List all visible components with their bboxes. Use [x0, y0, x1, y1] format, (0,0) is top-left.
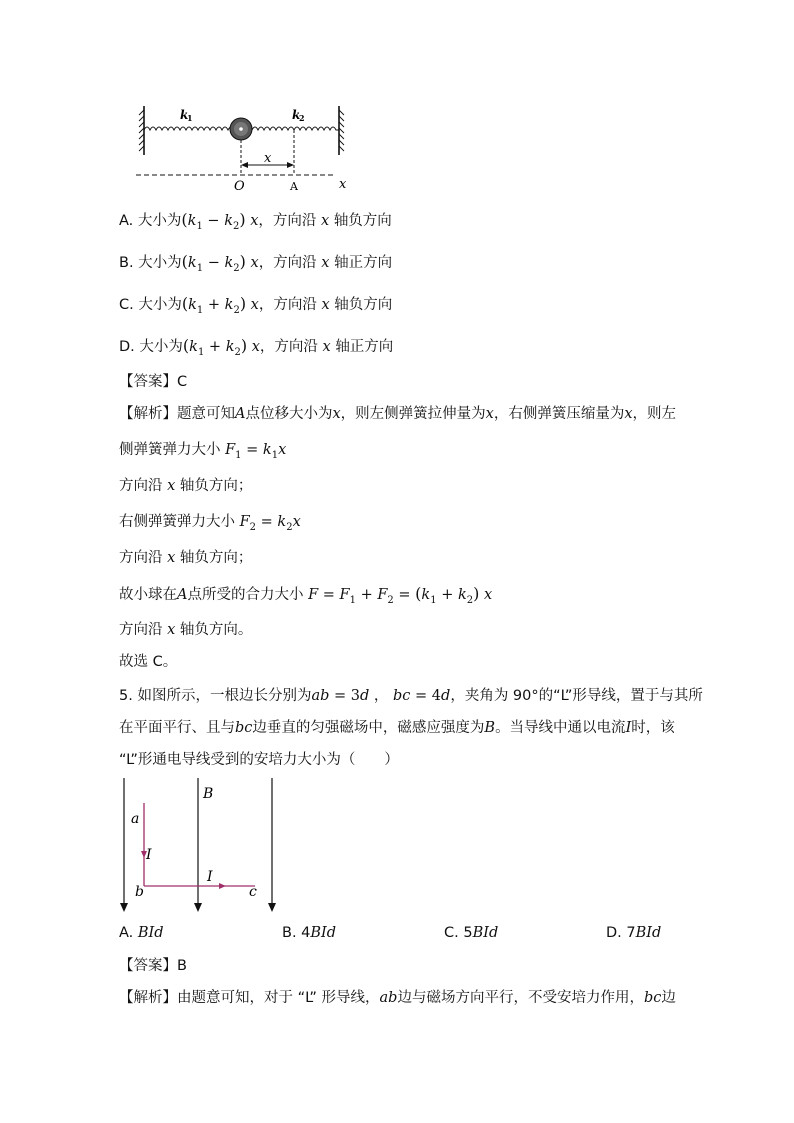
q5-stem-line1: 5. 如图所示，一根边长分别为ab = 3d ， bc = 4d，夹角为 90°的“L”形导线，置于与其所 [119, 688, 703, 704]
label-I-vertical: I [146, 847, 152, 863]
left-spring [144, 127, 234, 130]
label-c: c [249, 884, 257, 900]
option-d: D. 大小为$(k_1 + k_2)$ x，方向沿 x 轴正方向 [119, 336, 394, 358]
label-I-horizontal: I [207, 869, 213, 885]
q5-option-b: B. 4BId [282, 925, 337, 941]
q5-option-c: C. 5BId [444, 925, 499, 941]
q4-analysis-line3: 方向沿 x 轴负方向； [119, 478, 253, 494]
label-B: B [203, 786, 214, 802]
right-spring [252, 127, 339, 130]
label-b: b [135, 884, 144, 900]
spring-figure [136, 100, 356, 195]
option-b: B. 大小为$(k_1 - k_2)$ x，方向沿 x 轴正方向 [119, 252, 393, 274]
q5-stem-line3: “L”形通电导线受到的安培力大小为（ ） [119, 752, 399, 768]
q4-analysis-line5: 方向沿 x 轴负方向； [119, 550, 253, 566]
option-c: C. 大小为$(k_1 + k_2)$ x，方向沿 x 轴负方向 [119, 294, 393, 316]
l-wire-figure [115, 775, 285, 915]
q4-analysis-line4: 右侧弹簧弹力大小 $F_2 = k_2x$ [119, 514, 301, 533]
q5-option-d: D. 7BId [606, 925, 662, 941]
q5-stem-line2: 在平面平行、且与bc边垂直的匀强磁场中，磁感应强度为B。当导线中通以电流I时，该 [119, 720, 675, 736]
label-a: a [131, 811, 140, 827]
q4-analysis-line8: 故选 C。 [119, 654, 178, 670]
q4-analysis-line2: 侧弹簧弹力大小 $F_1 = k_1x$ [119, 442, 287, 461]
q4-analysis-line7: 方向沿 x 轴负方向。 [119, 622, 253, 638]
o-label: O [234, 179, 245, 194]
q5-analysis: 【解析】由题意可知，对于 “L” 形导线，ab边与磁场方向平行，不受安培力作用，bc边 [119, 990, 676, 1006]
x-displacement-label: x [264, 151, 272, 166]
axis-label: x [339, 177, 347, 192]
k1-label: k [180, 108, 189, 122]
q5-option-a: A. BId [119, 925, 164, 941]
q4-analysis-line6: 故小球在A点所受的合力大小 $F = F_1 + F_2 = (k_1 + k_2)$ x [119, 584, 493, 606]
option-a: A. 大小为$(k_1 - k_2)$ x，方向沿 x 轴负方向 [119, 210, 392, 232]
k1-sub: 1 [187, 113, 193, 123]
q5-answer: 【答案】B [119, 958, 187, 974]
q4-answer: 【答案】C [119, 374, 188, 390]
k2-sub: 2 [299, 113, 305, 123]
a-label: A [290, 180, 298, 193]
k2-label: k [292, 108, 301, 122]
q4-analysis-line1: 【解析】题意可知A点位移大小为x，则左侧弹簧拉伸量为x，右侧弹簧压缩量为x，则左 [119, 406, 677, 422]
